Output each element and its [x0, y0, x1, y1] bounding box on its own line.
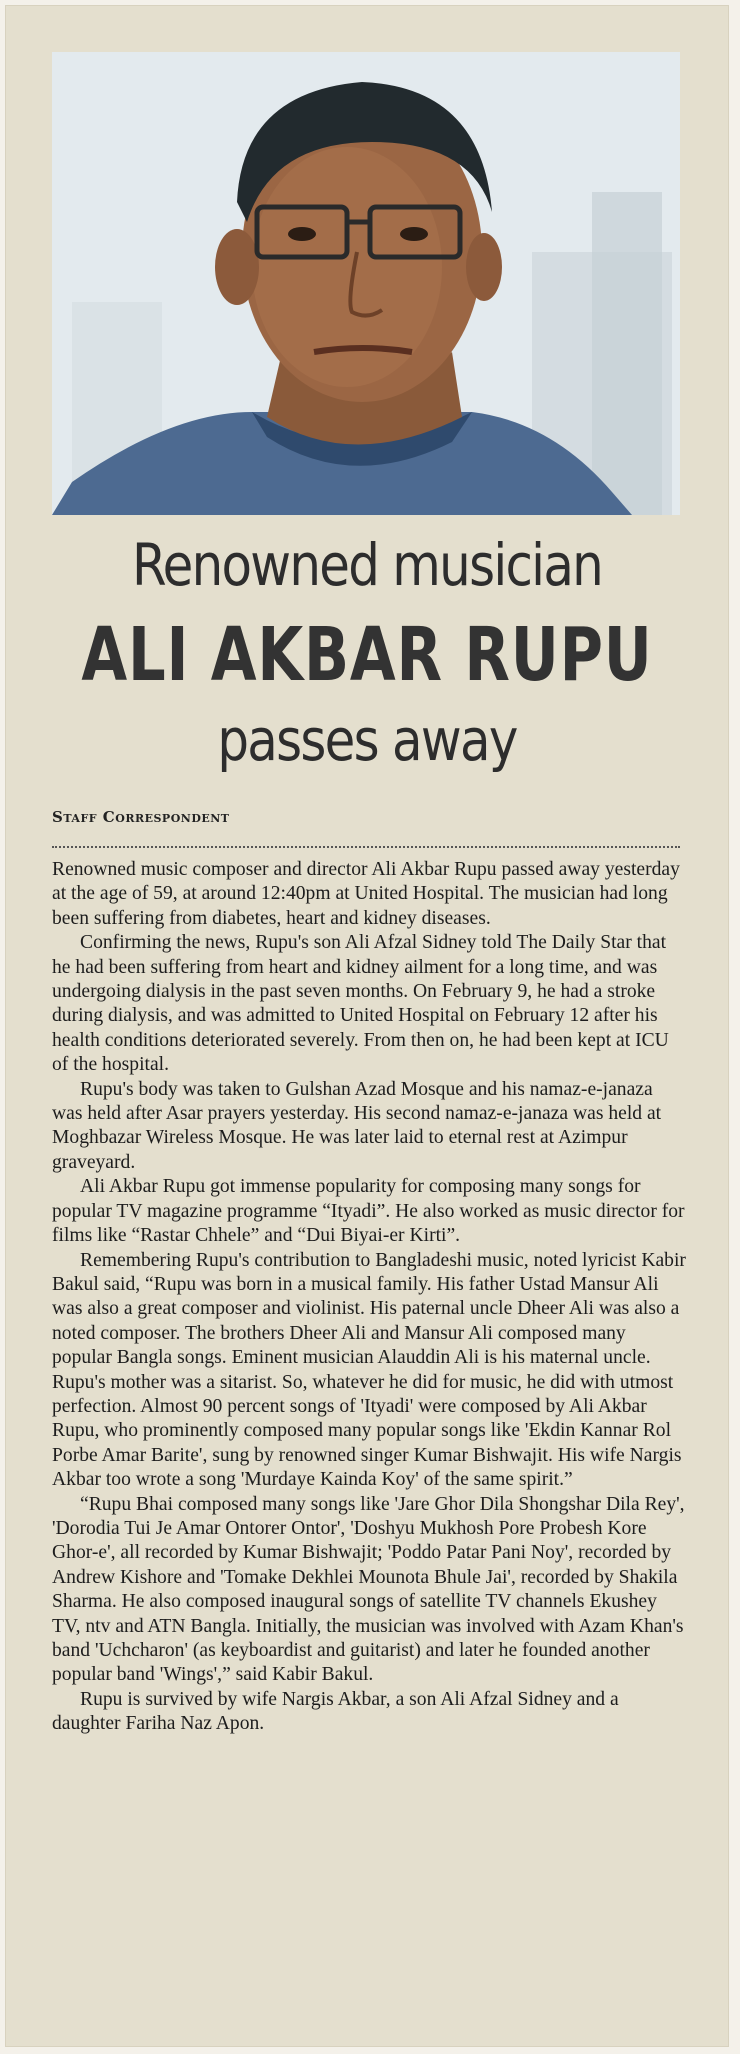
paragraph: Rupu's body was taken to Gulshan Azad Mosque and his namaz-e-janaza was held after Asar prayers yesterday. His second namaz-e-janaza was held at Moghbazar Wireless Mosque. He was later laid to eternal rest at Azimpur graveyard. [52, 1078, 662, 1173]
paragraph: Remembering Rupu's contribution to Bangladeshi music, noted lyricist Kabir Bakul said, “Rupu was born in a musical family. His father Ustad Mansur Ali was also a great composer and violinist. His paternal uncle Dheer Ali was also a noted composer. The brothers Dheer Ali and Mansur Ali composed many popular Bangla songs. Eminent musician Alauddin Ali is his maternal uncle. Rupu's mother was a sitarist. So, whatever he did for music, he did with utmost perfection. Almost 90 percent songs of 'Ityadi' were composed by Ali Akbar Rupu, who prominently composed many popular songs like 'Ekdin Kannar Rol Porbe Amar Barite', sung by renowned singer Kumar Bishwajit. His wife Nargis Akbar too wrote a song 'Murdaye Kainda Koy' of the same spirit.” [52, 1249, 686, 1491]
article-clipping [6, 6, 728, 2046]
article-body [52, 858, 686, 1737]
dotted-divider [52, 846, 680, 848]
portrait-photo [52, 52, 680, 515]
paragraph: Ali Akbar Rupu got immense popularity for composing many songs for popular TV magazine programme “Ityadi”. He also worked as music director for films like “Rastar Chhele” and “Dui Biyai-er Kirti”. [52, 1176, 685, 1247]
paragraph: “Rupu Bhai composed many songs like 'Jare Ghor Dila Shongshar Dila Rey', 'Dorodia Tui Je Amar Ontorer Ontor', 'Doshyu Mukhosh Pore Probesh Kore Ghor-e', all recorded by Kumar Bishwajit; 'Poddo Patar Pani Noy', recorded by Andrew Kishore and 'Tomake Dekhlei Mounota Bhule Jai', recorded by Shakila Sharma. He also composed inaugural songs of satellite TV channels Ekushey TV, ntv and ATN Bangla. Initially, the musician was involved with Azam Khan's band 'Uchcharon' (as keyboardist and guitarist) and later he founded another popular band 'Wings',” said Kabir Bakul. [52, 1493, 685, 1686]
portrait-illustration [52, 52, 680, 515]
paragraph: Rupu is survived by wife Nargis Akbar, a son Ali Afzal Sidney and a daughter Fariha Naz Apon. [52, 1688, 619, 1735]
headline-line-3: passes away [217, 706, 517, 774]
headline-line-1: Renowned musician [131, 531, 603, 599]
paragraph: Confirming the news, Rupu's son Ali Afzal Sidney told The Daily Star that he had been suffering from heart and kidney ailment for a long time, and was undergoing dialysis in the past seven months. On February 9, he had a stroke during dialysis, and was admitted to United Hospital on February 12 after his health conditions deteriorated severely. From then on, he had been kept at ICU of the hospital. [52, 932, 669, 1076]
byline: Staff Correspondent [52, 808, 230, 826]
headline-line-2: ALI AKBAR RUPU [81, 612, 653, 698]
paragraph: Renowned music composer and director Ali Akbar Rupu passed away yesterday at the age of 59, at around 12:40pm at United Hospital. The musician had long been suffering from diabetes, heart and kidney diseases. [52, 859, 680, 929]
